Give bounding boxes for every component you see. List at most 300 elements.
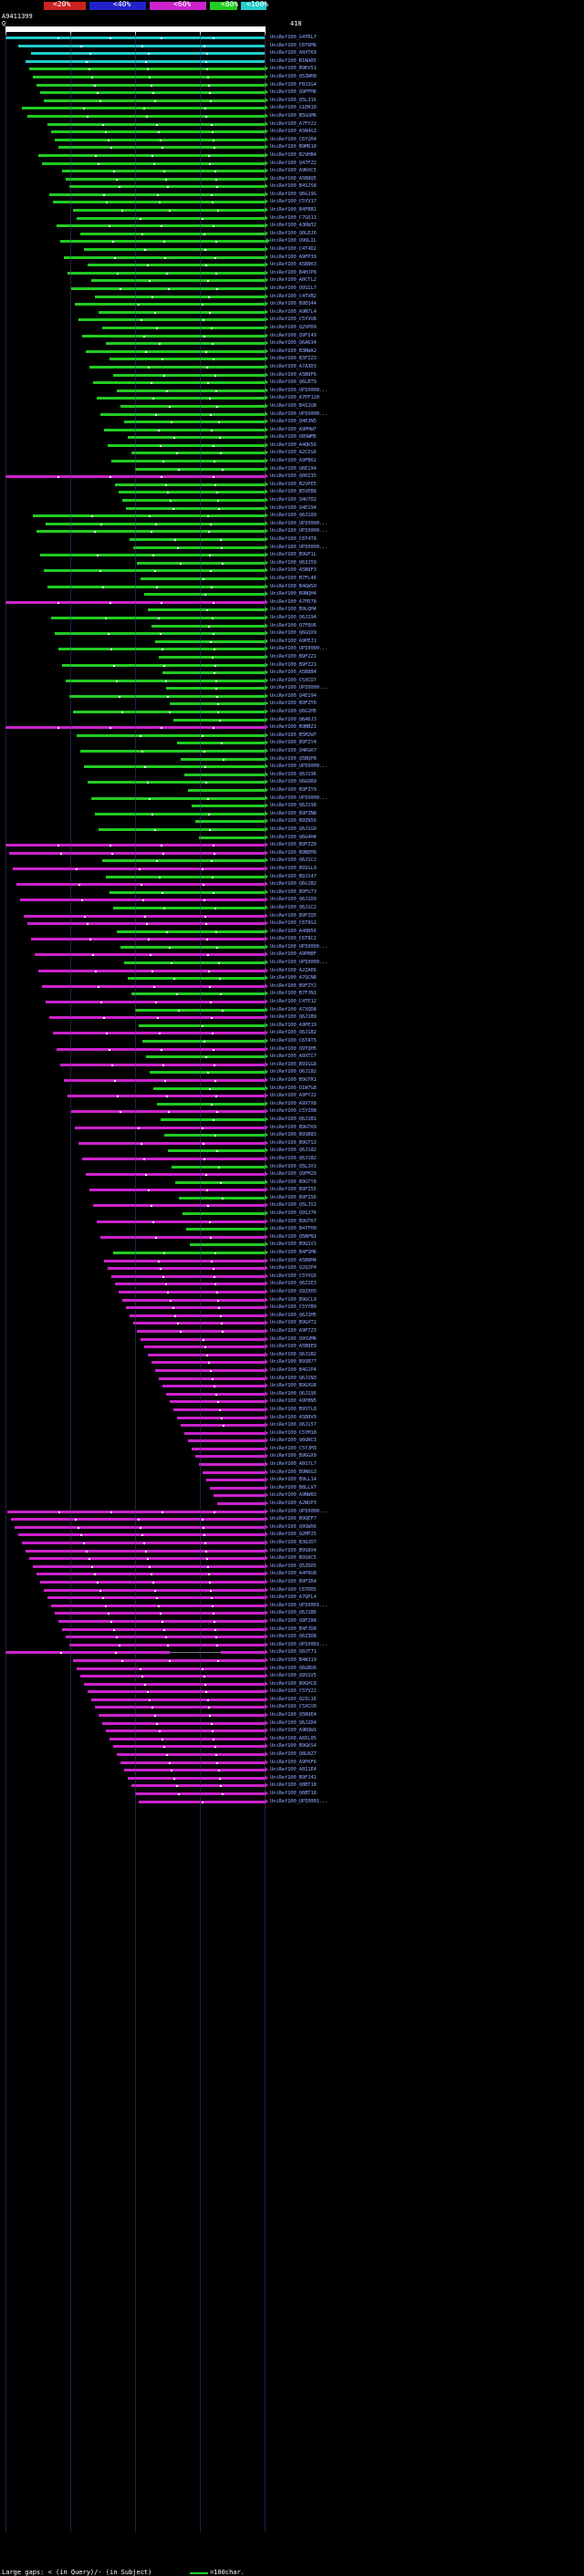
hit-row[interactable]: [0, 223, 584, 231]
hit-label-link[interactable]: UniRef100_Q6J1M5: [270, 1312, 317, 1318]
hsp-bar[interactable]: [133, 1322, 265, 1324]
hit-row[interactable]: [0, 1376, 584, 1384]
hit-label-link[interactable]: UniRef100_Q6G4H4: [270, 834, 317, 840]
hit-row[interactable]: [0, 678, 584, 686]
hit-label-link[interactable]: UniRef100_B9M610: [270, 144, 317, 151]
hit-label-link[interactable]: UniRef100_B3NWA2: [270, 348, 317, 354]
hit-row[interactable]: [0, 1320, 584, 1328]
hit-row[interactable]: [0, 1054, 584, 1062]
hsp-bar[interactable]: [137, 562, 265, 565]
hit-row[interactable]: [0, 1461, 584, 1470]
hit-row[interactable]: [0, 968, 584, 976]
hit-row[interactable]: [0, 231, 584, 239]
hit-label-link[interactable]: UniRef100_UPI0001...: [270, 1641, 328, 1647]
hit-label-link[interactable]: UniRef100_B9IN56: [270, 818, 317, 825]
hsp-bar[interactable]: [106, 342, 265, 345]
hsp-bar[interactable]: [126, 507, 265, 510]
hit-row[interactable]: [0, 1415, 584, 1423]
hit-label-link[interactable]: UniRef100_A2ZAE6: [270, 967, 317, 973]
hit-row[interactable]: [0, 1587, 584, 1595]
hit-row[interactable]: [0, 497, 584, 505]
hit-row[interactable]: [0, 560, 584, 568]
hsp-bar[interactable]: [128, 977, 265, 980]
hit-row[interactable]: [0, 1736, 584, 1744]
hit-label-link[interactable]: UniRef100_A9P6F6: [270, 1759, 317, 1765]
hit-label-link[interactable]: UniRef100_C6T8C2: [270, 936, 317, 942]
hit-row[interactable]: [0, 850, 584, 858]
hit-label-link[interactable]: UniRef100_Q6GBU6: [270, 1665, 317, 1671]
hit-row[interactable]: [0, 897, 584, 905]
hsp-bar[interactable]: [199, 836, 265, 839]
hit-row[interactable]: [0, 1383, 584, 1391]
hit-label-link[interactable]: UniRef100_B9S8X4: [270, 1547, 317, 1553]
hit-row[interactable]: [0, 1210, 584, 1219]
hit-row[interactable]: [0, 1618, 584, 1626]
hit-label-link[interactable]: UniRef100_Q6J2D4: [270, 1719, 317, 1726]
hit-label-link[interactable]: UniRef100_B2VPE5: [270, 481, 317, 487]
hit-label-link[interactable]: UniRef100_A9N7L4: [270, 308, 317, 315]
hit-label-link[interactable]: UniRef100_Q8LNZ7: [270, 1751, 317, 1758]
hit-row[interactable]: [0, 1226, 584, 1234]
hit-row[interactable]: [0, 388, 584, 396]
hsp-bar[interactable]: [106, 876, 265, 878]
hit-row[interactable]: [0, 999, 584, 1007]
hit-row[interactable]: [0, 1359, 584, 1367]
hit-label-link[interactable]: UniRef100_Q5L316: [270, 97, 317, 103]
hit-row[interactable]: [0, 1195, 584, 1203]
hit-row[interactable]: [0, 818, 584, 826]
hsp-bar[interactable]: [91, 797, 265, 800]
hit-label-link[interactable]: UniRef100_Q06I35: [270, 473, 317, 480]
hit-label-link[interactable]: UniRef100_B7FJN1: [270, 991, 317, 997]
hit-row[interactable]: [0, 1367, 584, 1376]
hit-row[interactable]: [0, 1799, 584, 1807]
hsp-bar[interactable]: [102, 327, 265, 329]
hit-label-link[interactable]: UniRef100_Q1W7G8: [270, 1085, 317, 1091]
hit-label-link[interactable]: UniRef100_B1NAR5: [270, 57, 317, 64]
hit-label-link[interactable]: UniRef100_C5YM18: [270, 1429, 317, 1436]
hit-row[interactable]: [0, 1470, 584, 1478]
hit-row[interactable]: [0, 732, 584, 741]
hit-label-link[interactable]: UniRef100_B9GTK9: [270, 1124, 317, 1130]
hit-row[interactable]: [0, 1241, 584, 1250]
hit-row[interactable]: [0, 1446, 584, 1454]
hsp-bar[interactable]: [108, 444, 265, 447]
hit-row[interactable]: [0, 1728, 584, 1736]
hit-label-link[interactable]: UniRef100_B8LLV7: [270, 1484, 317, 1491]
hit-label-link[interactable]: UniRef100_B4SJ58: [270, 183, 317, 190]
hit-label-link[interactable]: UniRef100_Q5Z6D5: [270, 1563, 317, 1569]
hsp-bar[interactable]: [126, 1306, 265, 1309]
hit-row[interactable]: [0, 960, 584, 968]
hit-label-link[interactable]: UniRef100_B9FZS6: [270, 1194, 317, 1200]
hsp-bar[interactable]: [88, 781, 265, 784]
hit-label-link[interactable]: UniRef100_Q6J1C2: [270, 904, 317, 910]
hit-row[interactable]: [0, 348, 584, 357]
hit-row[interactable]: [0, 670, 584, 678]
hit-label-link[interactable]: UniRef100_A9PE19: [270, 1022, 317, 1028]
hsp-bar[interactable]: [122, 1299, 265, 1302]
hsp-bar[interactable]: [89, 1189, 265, 1191]
hit-row[interactable]: [0, 576, 584, 584]
hit-label-link[interactable]: UniRef100_Q5BQP8: [270, 755, 317, 762]
hit-label-link[interactable]: UniRef100_A9XTC7: [270, 1054, 317, 1060]
hit-row[interactable]: [0, 756, 584, 764]
hit-row[interactable]: [0, 1171, 584, 1179]
hsp-bar[interactable]: [80, 750, 265, 753]
hsp-bar[interactable]: [80, 1675, 265, 1678]
hit-label-link[interactable]: UniRef100_UPI0000...: [270, 646, 328, 652]
hit-row[interactable]: [0, 1289, 584, 1297]
hit-label-link[interactable]: UniRef100_UPI0000...: [270, 763, 328, 770]
hsp-bar[interactable]: [95, 296, 265, 298]
hit-label-link[interactable]: UniRef100_A9FY22: [270, 1093, 317, 1099]
hit-row[interactable]: [0, 1477, 584, 1485]
hit-row[interactable]: [0, 1014, 584, 1023]
hit-label-link[interactable]: UniRef100_B9GXU8: [270, 1383, 317, 1389]
hit-label-link[interactable]: UniRef100_A7QPL4: [270, 1594, 317, 1601]
hit-label-link[interactable]: UniRef100_Q63J59: [270, 559, 317, 566]
hit-row[interactable]: [0, 50, 584, 58]
hit-row[interactable]: [0, 309, 584, 317]
hit-row[interactable]: [0, 277, 584, 286]
hit-row[interactable]: [0, 1430, 584, 1439]
hit-row[interactable]: [0, 489, 584, 497]
hit-label-link[interactable]: UniRef100_B9SB77: [270, 1359, 317, 1366]
hit-row[interactable]: [0, 1532, 584, 1540]
hsp-bar[interactable]: [84, 1683, 265, 1686]
hsp-bar[interactable]: [124, 1769, 265, 1771]
hit-row[interactable]: [0, 913, 584, 921]
hit-label-link[interactable]: UniRef100_B9S8C5: [270, 1555, 317, 1562]
hit-label-link[interactable]: UniRef100_Q9TQH5: [270, 1045, 317, 1052]
hit-label-link[interactable]: UniRef100_C5YV22: [270, 1688, 317, 1695]
hit-row[interactable]: [0, 1657, 584, 1666]
hit-label-link[interactable]: UniRef100_UPI0001...: [270, 1798, 328, 1804]
hit-label-link[interactable]: UniRef100_UPI0000...: [270, 1508, 328, 1514]
hit-row[interactable]: [0, 811, 584, 819]
hsp-bar[interactable]: [117, 930, 265, 933]
hit-label-link[interactable]: UniRef100_B5GGM6: [270, 112, 317, 119]
hit-label-link[interactable]: UniRef100_Q47FZ2: [270, 160, 317, 166]
hit-label-link[interactable]: UniRef100_B9GGX9: [270, 1453, 317, 1459]
hit-label-link[interactable]: UniRef100_A7QCN8: [270, 975, 317, 982]
hit-label-link[interactable]: UniRef100_B5VEB8: [270, 489, 317, 495]
hsp-bar[interactable]: [130, 538, 265, 541]
hit-row[interactable]: [0, 528, 584, 536]
hit-row[interactable]: [0, 466, 584, 474]
hit-row[interactable]: [0, 599, 584, 608]
hit-row[interactable]: [0, 1634, 584, 1642]
hit-row[interactable]: [0, 152, 584, 161]
hit-row[interactable]: [0, 1642, 584, 1650]
hit-row[interactable]: [0, 1281, 584, 1289]
hit-label-link[interactable]: UniRef100_Q6J1B6: [270, 1610, 317, 1616]
hit-label-link[interactable]: UniRef100_Q6GQX9: [270, 630, 317, 637]
hit-label-link[interactable]: UniRef100_A0XTK9: [270, 50, 317, 57]
hit-row[interactable]: [0, 1148, 584, 1156]
hit-label-link[interactable]: UniRef100_B9FZQ5: [270, 912, 317, 919]
hsp-bar[interactable]: [190, 1243, 265, 1246]
hit-row[interactable]: [0, 262, 584, 270]
hsp-bar[interactable]: [9, 852, 265, 855]
hit-row[interactable]: [0, 1093, 584, 1101]
hit-label-link[interactable]: UniRef100_Q9SJ7K: [270, 1210, 317, 1217]
hit-label-link[interactable]: UniRef100_A3RW32: [270, 223, 317, 229]
hit-label-link[interactable]: UniRef100_Q6J1B2: [270, 1351, 317, 1357]
hit-label-link[interactable]: UniRef100_A5B8V9: [270, 1414, 317, 1420]
hit-row[interactable]: [0, 929, 584, 937]
hsp-bar[interactable]: [86, 350, 265, 353]
hsp-bar[interactable]: [77, 1667, 265, 1670]
hit-label-link[interactable]: UniRef100_A9X7X8: [270, 1100, 317, 1106]
hsp-bar[interactable]: [221, 1651, 265, 1654]
hsp-bar[interactable]: [130, 1314, 265, 1317]
hsp-bar[interactable]: [192, 1448, 265, 1450]
hsp-bar[interactable]: [115, 1283, 265, 1285]
hit-row[interactable]: [0, 333, 584, 341]
hit-row[interactable]: [0, 607, 584, 615]
hit-label-link[interactable]: UniRef100_B9NBZ1: [270, 724, 317, 731]
hit-row[interactable]: [0, 1571, 584, 1579]
hit-row[interactable]: [0, 403, 584, 411]
hit-label-link[interactable]: UniRef100_C5XCD7: [270, 677, 317, 683]
hit-label-link[interactable]: UniRef100_A4QK56: [270, 441, 317, 448]
hsp-bar[interactable]: [99, 1714, 265, 1717]
hit-row[interactable]: [0, 1704, 584, 1712]
hit-row[interactable]: [0, 1453, 584, 1461]
hit-row[interactable]: [0, 1579, 584, 1587]
hsp-bar[interactable]: [195, 1455, 265, 1458]
hit-label-link[interactable]: UniRef100_A5B8B4: [270, 670, 317, 676]
hit-row[interactable]: [0, 881, 584, 889]
hit-row[interactable]: [0, 1688, 584, 1697]
hit-label-link[interactable]: UniRef100_Q5LJV2: [270, 1202, 317, 1209]
hit-label-link[interactable]: UniRef100_A7A3D3: [270, 363, 317, 369]
hit-row[interactable]: [0, 473, 584, 482]
hit-label-link[interactable]: UniRef100_Q7F8U6: [270, 622, 317, 628]
hit-row[interactable]: [0, 238, 584, 246]
hit-label-link[interactable]: UniRef100_B9KV51: [270, 66, 317, 72]
hit-row[interactable]: [0, 1336, 584, 1345]
hit-label-link[interactable]: UniRef100_B9EQ44: [270, 301, 317, 307]
hsp-bar[interactable]: [77, 734, 265, 737]
hit-label-link[interactable]: UniRef100_C5XCU9: [270, 1704, 317, 1710]
hit-label-link[interactable]: UniRef100_Q6A634: [270, 340, 317, 347]
hit-row[interactable]: [0, 1422, 584, 1430]
hit-row[interactable]: [0, 1313, 584, 1321]
hit-label-link[interactable]: UniRef100_Q6G19G: [270, 191, 317, 197]
hit-label-link[interactable]: UniRef100_Q9FM29: [270, 1171, 317, 1178]
hit-label-link[interactable]: UniRef100_UPI0000...: [270, 960, 328, 966]
hit-label-link[interactable]: UniRef100_A9RQW1: [270, 1728, 317, 1734]
hit-row[interactable]: [0, 835, 584, 843]
hit-label-link[interactable]: UniRef100_Q6J1B9: [270, 1014, 317, 1021]
hit-label-link[interactable]: UniRef100_B9FZY6: [270, 701, 317, 707]
hit-label-link[interactable]: UniRef100_Q6J1G0: [270, 826, 317, 832]
hsp-bar[interactable]: [115, 483, 265, 486]
hit-row[interactable]: [0, 482, 584, 490]
hit-label-link[interactable]: UniRef100_Q6J1B2: [270, 1030, 317, 1036]
hit-row[interactable]: [0, 905, 584, 913]
hit-row[interactable]: [0, 286, 584, 294]
hsp-bar[interactable]: [124, 961, 265, 964]
hit-label-link[interactable]: UniRef100_B9FZZ1: [270, 653, 317, 660]
hit-row[interactable]: [0, 395, 584, 403]
hsp-bar[interactable]: [120, 405, 265, 408]
hit-row[interactable]: [0, 364, 584, 372]
hit-row[interactable]: [0, 82, 584, 90]
hit-label-link[interactable]: UniRef100_C6TDD5: [270, 1586, 317, 1593]
hit-row[interactable]: [0, 639, 584, 647]
hit-label-link[interactable]: UniRef100_Q6J1B1: [270, 1116, 317, 1122]
hit-row[interactable]: [0, 246, 584, 254]
hit-row[interactable]: [0, 623, 584, 631]
hit-row[interactable]: [0, 1548, 584, 1556]
hit-label-link[interactable]: UniRef100_Q6J182: [270, 1148, 317, 1154]
hit-row[interactable]: [0, 615, 584, 623]
hit-label-link[interactable]: UniRef100_Q9FI49: [270, 332, 317, 338]
hit-row[interactable]: [0, 1407, 584, 1415]
hsp-bar[interactable]: [192, 805, 265, 807]
hit-row[interactable]: [0, 1030, 584, 1038]
hit-row[interactable]: [0, 991, 584, 999]
hit-label-link[interactable]: UniRef100_Q4E194: [270, 504, 317, 511]
hit-row[interactable]: [0, 98, 584, 106]
hit-label-link[interactable]: UniRef100_Q4E3N5: [270, 419, 317, 425]
hit-row[interactable]: [0, 1666, 584, 1674]
hsp-bar[interactable]: [214, 1494, 265, 1497]
hit-row[interactable]: [0, 1492, 584, 1501]
hit-row[interactable]: [0, 1258, 584, 1266]
hit-label-link[interactable]: UniRef100_Q6J157: [270, 1422, 317, 1428]
hit-row[interactable]: [0, 1649, 584, 1657]
hsp-bar[interactable]: [102, 1722, 265, 1725]
hit-row[interactable]: [0, 1540, 584, 1548]
hit-label-link[interactable]: UniRef100_B9FZY9: [270, 787, 317, 793]
hit-label-link[interactable]: UniRef100_B9FZY2: [270, 982, 317, 989]
hit-row[interactable]: [0, 513, 584, 521]
hsp-bar[interactable]: [86, 1173, 265, 1176]
hit-label-link[interactable]: UniRef100_C6T4T8: [270, 536, 317, 542]
hit-row[interactable]: [0, 1782, 584, 1791]
hit-label-link[interactable]: UniRef100_UPI0000...: [270, 795, 328, 801]
hit-row[interactable]: [0, 450, 584, 458]
hit-label-link[interactable]: UniRef100_Q2VPD9: [270, 324, 317, 330]
hit-row[interactable]: [0, 301, 584, 309]
hit-label-link[interactable]: UniRef100_B9SB83: [270, 1132, 317, 1138]
hit-label-link[interactable]: UniRef100_B4WJ19: [270, 1657, 317, 1663]
hit-label-link[interactable]: UniRef100_B4I2U8: [270, 402, 317, 409]
hit-row[interactable]: [0, 270, 584, 278]
hit-label-link[interactable]: UniRef100_B9IGL9: [270, 865, 317, 871]
hit-row[interactable]: [0, 1297, 584, 1305]
hit-label-link[interactable]: UniRef100_UPI0000...: [270, 528, 328, 535]
hit-row[interactable]: [0, 944, 584, 952]
hit-row[interactable]: [0, 1007, 584, 1015]
hsp-bar[interactable]: [91, 1698, 265, 1701]
hit-label-link[interactable]: UniRef100_Q4E194: [270, 692, 317, 699]
hit-label-link[interactable]: UniRef100_B9FU73: [270, 888, 317, 895]
hsp-bar[interactable]: [75, 303, 265, 306]
hit-label-link[interactable]: UniRef100_Q6J194: [270, 614, 317, 620]
hit-label-link[interactable]: UniRef100_B4FJD8: [270, 1626, 317, 1632]
hit-row[interactable]: [0, 874, 584, 882]
hsp-bar[interactable]: [82, 1158, 265, 1160]
hit-row[interactable]: [0, 1265, 584, 1273]
hit-row[interactable]: [0, 1202, 584, 1210]
hit-label-link[interactable]: UniRef100_B4FSM6: [270, 1250, 317, 1256]
hit-row[interactable]: [0, 701, 584, 709]
hit-label-link[interactable]: UniRef100_A2WUP3: [270, 1501, 317, 1507]
hit-label-link[interactable]: UniRef100_B4FBB1: [270, 207, 317, 213]
hit-row[interactable]: [0, 294, 584, 302]
hit-label-link[interactable]: UniRef100_UPI0001...: [270, 1602, 328, 1608]
hit-row[interactable]: [0, 1085, 584, 1094]
hit-row[interactable]: [0, 1485, 584, 1493]
hsp-bar[interactable]: [75, 1127, 265, 1129]
hit-label-link[interactable]: UniRef100_B4TFH9: [270, 1226, 317, 1232]
hit-row[interactable]: [0, 709, 584, 717]
hsp-bar[interactable]: [100, 413, 265, 416]
hit-row[interactable]: [0, 1610, 584, 1618]
hsp-bar[interactable]: [117, 390, 265, 392]
hit-row[interactable]: [0, 1164, 584, 1172]
hit-label-link[interactable]: UniRef100_B9J147: [270, 873, 317, 879]
hit-row[interactable]: [0, 693, 584, 701]
hit-label-link[interactable]: UniRef100_A9PBBF: [270, 951, 317, 958]
hit-label-link[interactable]: UniRef100_B9STL8: [270, 1406, 317, 1412]
hsp-bar[interactable]: [99, 828, 265, 831]
hit-label-link[interactable]: UniRef100_UPI0000...: [270, 544, 328, 550]
hsp-bar[interactable]: [104, 1260, 265, 1262]
hit-row[interactable]: [0, 1438, 584, 1446]
hsp-bar[interactable]: [95, 1706, 265, 1709]
hit-label-link[interactable]: UniRef100_B9N6G3: [270, 1469, 317, 1475]
hit-row[interactable]: [0, 779, 584, 787]
hit-label-link[interactable]: UniRef100_B9GKS4: [270, 1743, 317, 1750]
hit-row[interactable]: [0, 803, 584, 811]
hit-label-link[interactable]: UniRef100_B4HJP8: [270, 269, 317, 275]
hit-label-link[interactable]: UniRef100_B4G1P4: [270, 1366, 317, 1373]
hit-label-link[interactable]: UniRef100_C4TE12: [270, 999, 317, 1005]
hit-row[interactable]: [0, 1697, 584, 1705]
hsp-bar[interactable]: [184, 1432, 265, 1435]
hit-row[interactable]: [0, 936, 584, 944]
hit-label-link[interactable]: UniRef100_B7FL46: [270, 575, 317, 581]
hit-row[interactable]: [0, 183, 584, 192]
hit-label-link[interactable]: UniRef100_B9FZZ0: [270, 842, 317, 848]
hit-row[interactable]: [0, 419, 584, 427]
hit-row[interactable]: [0, 536, 584, 545]
hsp-bar[interactable]: [186, 1228, 265, 1231]
hit-row[interactable]: [0, 1775, 584, 1783]
hit-label-link[interactable]: UniRef100_G4TRL7: [270, 35, 317, 40]
hsp-bar[interactable]: [217, 1502, 265, 1505]
hit-row[interactable]: [0, 1516, 584, 1524]
hit-row[interactable]: [0, 1234, 584, 1242]
hit-label-link[interactable]: UniRef100_Q6G1B2: [270, 881, 317, 888]
hit-label-link[interactable]: UniRef100_B9GHC8: [270, 1680, 317, 1687]
hit-row[interactable]: [0, 552, 584, 560]
hit-label-link[interactable]: UniRef100_B9FZN8: [270, 810, 317, 816]
hsp-bar[interactable]: [122, 499, 265, 502]
hit-label-link[interactable]: UniRef100_Q6J198: [270, 803, 317, 809]
hit-label-link[interactable]: UniRef100_B9GCL9: [270, 1296, 317, 1303]
hit-row[interactable]: [0, 1501, 584, 1509]
hit-label-link[interactable]: UniRef100_A0S7L7: [270, 1461, 317, 1468]
hit-row[interactable]: [0, 199, 584, 207]
